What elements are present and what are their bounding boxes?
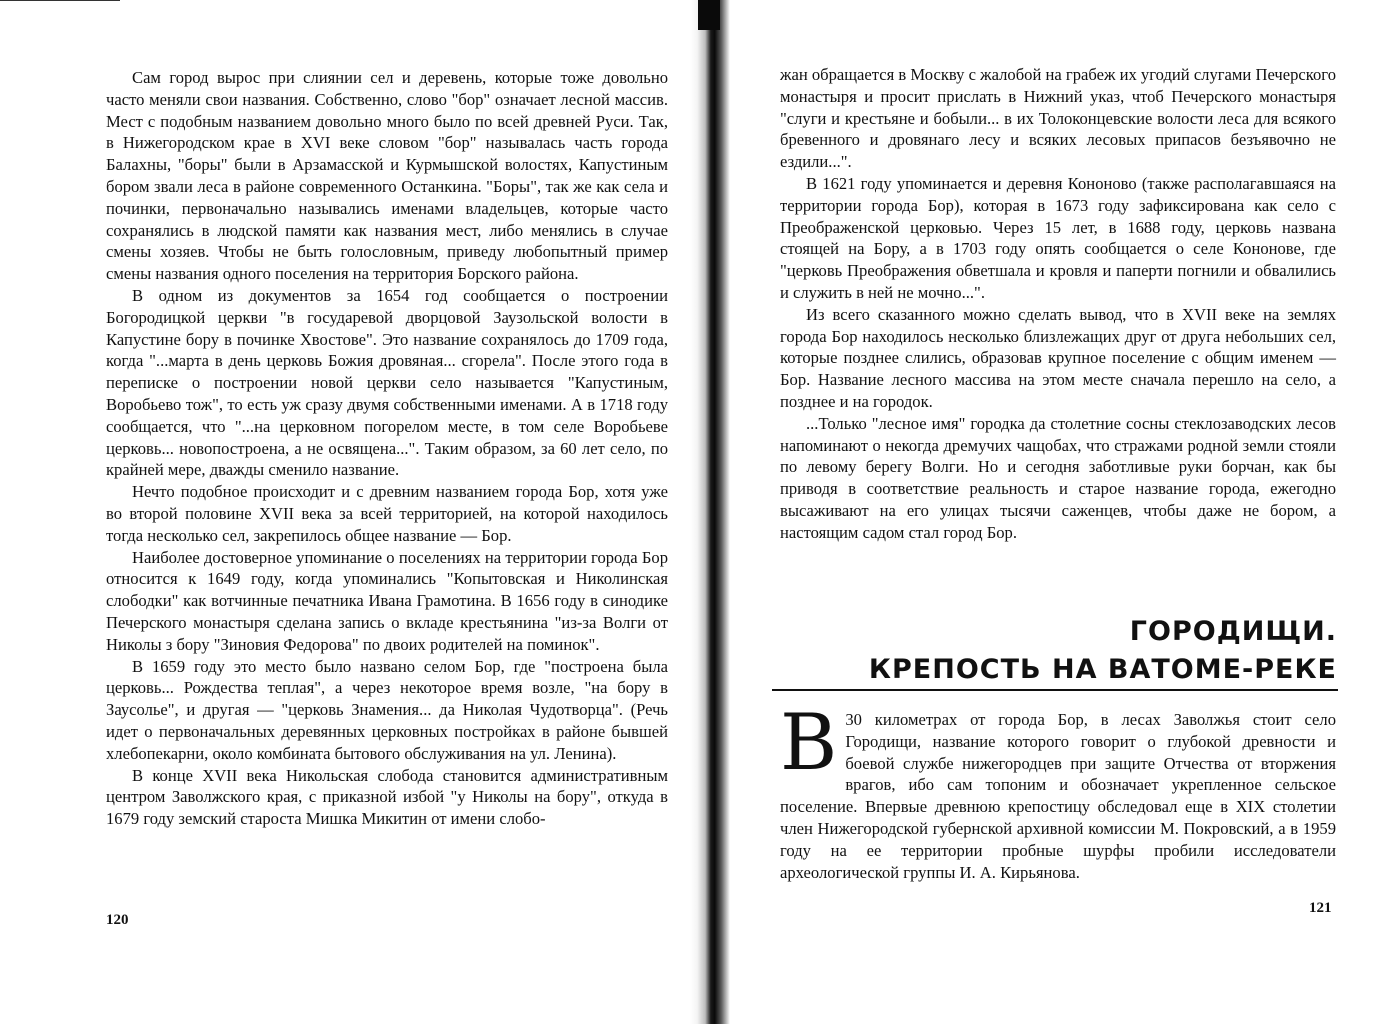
right-page [730,0,1399,1024]
right-text-column [780,64,1336,544]
paragraph: Наиболее достоверное упоминание о поселениях на территории города Бор относится к 1649 году, когда упоминались "Копытовская и Николинская слободки" как вотчинные печатника Ивана Грамотина. В 1656 году в синодике Печерского монастыря сделана запись о вкладе крестьянина "из-за Волги от Николы з бору "Зиновия Федорова" по двоих родителей на поминок". [106,547,668,654]
chapter-opening [780,698,1336,883]
page-number-left: 120 [106,912,129,928]
left-page [0,0,690,1024]
drop-cap: В [780,698,838,788]
book-gutter-top [698,0,720,30]
chapter-title-rule [772,689,1338,691]
page-number-right: 121 [1309,900,1332,916]
paragraph: В конце XVII века Никольская слобода становится административным центром Заволжского края, с приказной избой "у Николы на бору", откуда в 1679 году земский староста Мишка Микитин от имени слобо- [106,765,668,829]
paragraph: Сам город вырос при слиянии сел и деревень, которые тоже довольно часто меняли свои названия. Собственно, слово "бор" означает лесной массив. Мест с подобным названием довольно много было по всей древней Руси. Так, в Нижегородском крае в XVI веке словом "бор" называлась часть города Балахны, "боры" были в Арзамасской и Курмышской волостях, Капустиным бором звали леса в районе современного Останкина. "Боры", так же как села и починки, первоначально назывались именами владельцев, которые часто сохранялись в людской памяти как названия мест, либо менялись в случае смены хозяев. Чтобы не быть голословным, приведу любопытный пример смены названия одного поселения на территория Борского района. [106,68,668,284]
chapter-title-line-2: КРЕПОСТЬ НА ВАТОМЕ-РЕКЕ [868,654,1337,685]
paragraph-continuation: жан обращается в Москву с жалобой на грабеж их угодий слугами Печерского монастыря и просит прислать в Нижний указ, чтоб Печерского монастыря "слуги и крестьяне и бобыли... в их Толоконцевские волости леса для всякого бревенного и дровянаго лесу и всяких лесовых припасов безъявочно не ездили...". [780,65,1336,172]
chapter-paragraph [780,698,1336,883]
paragraph: В одном из документов за 1654 год сообщается о построении Богородицкой церкви "в государевой дворцовой Заузольской волости в Капустине бору в починке Хвостове". Это название сохранялось до 1709 года, когда "...марта в день церковь Божия дровяная... сгорела". После этого года в переписке о построении новой церкви село называется "Капустиным, Воробьево тож", то есть уж сразу двумя собственными именами. А в 1718 году сообщается, что "...на церковном погорелом месте, в том селе Воробьеве церковь... новопостроена, а не освящена...". Таким образом, за 60 лет село, по крайней мере, дважды сменило название. [106,285,668,480]
paragraph: Из всего сказанного можно сделать вывод, что в XVII веке на землях города Бор находилось несколько близлежащих друг от друга небольших сел, которые позднее слились, образовав крупное поселение с общим именем — Бор. Название лесного массива на этом месте сначала перешло на село, а позднее и на городок. [780,304,1336,411]
left-text-column [106,67,668,830]
paragraph: В 1621 году упоминается и деревня Кононово (также располагавшаяся на территории города Бор), которая в 1673 году зафиксирована как село с Преображенской церковью. Через 15 лет, в 1688 году, церковь названа стоящей на Бору, а в 1703 году опять сообщается о селе Кононове, где "церковь Преображения обветшала и кровля и паперти погнили и обвалились и служить в ней не мочно...". [780,173,1336,302]
paragraph: Нечто подобное происходит и с древним названием города Бор, хотя уже во второй половине XVII века за всей территорией, на которой находилось тогда несколько сел, закрепилось общее название — Бор. [106,482,668,545]
chapter-title [869,613,1337,689]
chapter-text: 30 километрах от города Бор, в лесах Заволжья стоит село Городищи, название которого говорит о глубокой древности и боевой службе нижегородцев при защите Отчества от вторжения врагов, ибо сам топоним и обозначает укрепленное сельское поселение. Впервые древнюю крепостицу обследовал еще в XIX столетии член Нижегородской губернской архивной комиссии М. Покровский, а в 1959 году на ее территории пробные шурфы пробили исследователи археологической группы И. А. Кирьянова. [780,710,1336,882]
paragraph: ...Только "лесное имя" городка да столетние сосны стеклозаводских лесов напоминают о некогда дремучих чащобах, что стражами родной земли стояли по левому берегу Волги. Но и сегодня заботливые руки борчан, как бы приводя в соответствие реальность и старое название города, ежегодно высаживают на его улицах тысячи саженцев, чтобы даже не бором, а настоящим садом стал город Бор. [780,413,1336,542]
book-gutter [690,0,730,1024]
chapter-title-line-1: ГОРОДИЩИ. [1129,616,1337,647]
paragraph: В 1659 году это место было названо селом Бор, где "построена была церковь... Рождества теплая", а через некоторое время возле, "на бору в Заусолье", и другая — "церковь Знамения... да Николая Чудотворца". (Речь идет о первоначальных деревянных церковных постройках в районе бывшей хлебопекарни, около комбината бытового обслуживания на ул. Ленина). [106,656,668,763]
